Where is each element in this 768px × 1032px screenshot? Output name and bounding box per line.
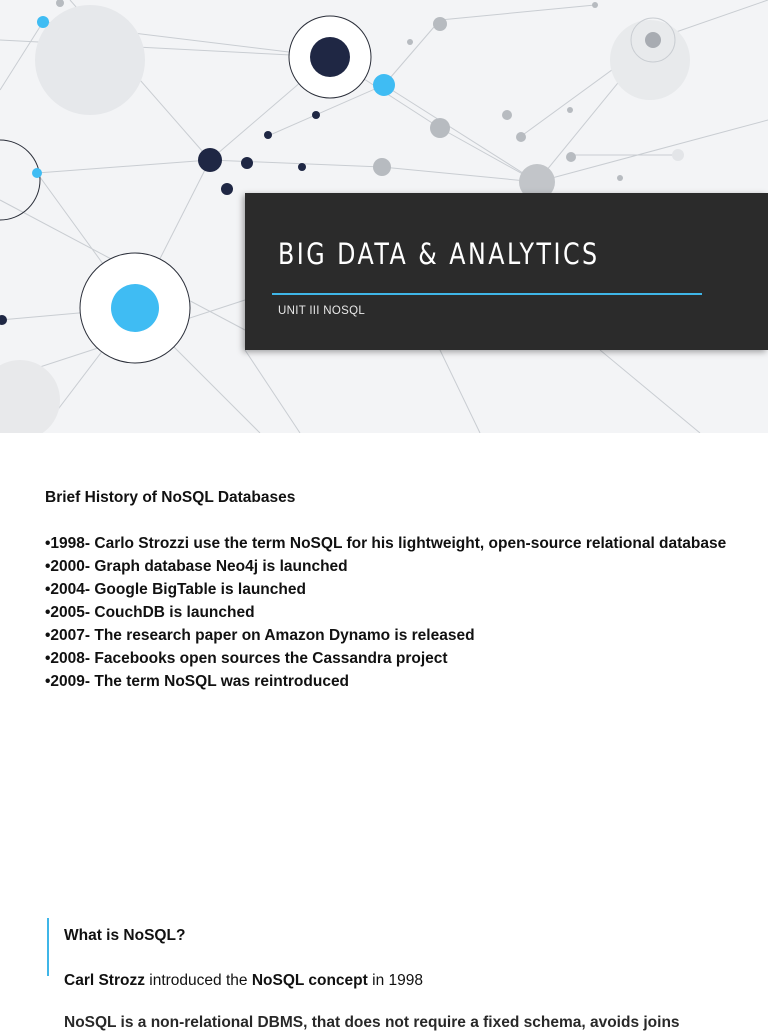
history-item: •2000- Graph database Neo4j is launched (45, 558, 348, 575)
partial-definition-line: NoSQL is a non-relational DBMS, that does not require a fixed schema, avoids joins (64, 1014, 680, 1031)
history-item: •2008- Facebooks open sources the Cassandra project (45, 650, 448, 667)
history-section (45, 486, 735, 693)
title-underline (272, 293, 702, 295)
intro-line (64, 972, 423, 990)
title-box (245, 193, 768, 350)
history-item: •1998- Carlo Strozzi use the term NoSQL for his lightweight, open-source relational database (45, 535, 727, 552)
intro-end: in 1998 (367, 972, 423, 989)
history-heading: Brief History of NoSQL Databases (45, 489, 296, 506)
what-is-nosql-section (47, 918, 747, 1031)
intro-mid: introduced the (144, 972, 252, 989)
intro-concept: NoSQL concept (251, 972, 368, 989)
slide-title: BIG DATA & ANALYTICS (278, 237, 600, 271)
history-item: •2004- Google BigTable is launched (45, 581, 306, 598)
section-question: What is NoSQL? (64, 927, 186, 944)
accent-bar (47, 918, 49, 976)
intro-name: Carl Strozz (64, 972, 145, 989)
history-item: •2005- CouchDB is launched (45, 604, 255, 621)
title-slide (0, 0, 768, 433)
history-item: •2007- The research paper on Amazon Dynamo is released (45, 627, 475, 644)
slide-subtitle: UNIT III NOSQL (278, 305, 366, 317)
history-item: •2009- The term NoSQL was reintroduced (45, 673, 350, 690)
